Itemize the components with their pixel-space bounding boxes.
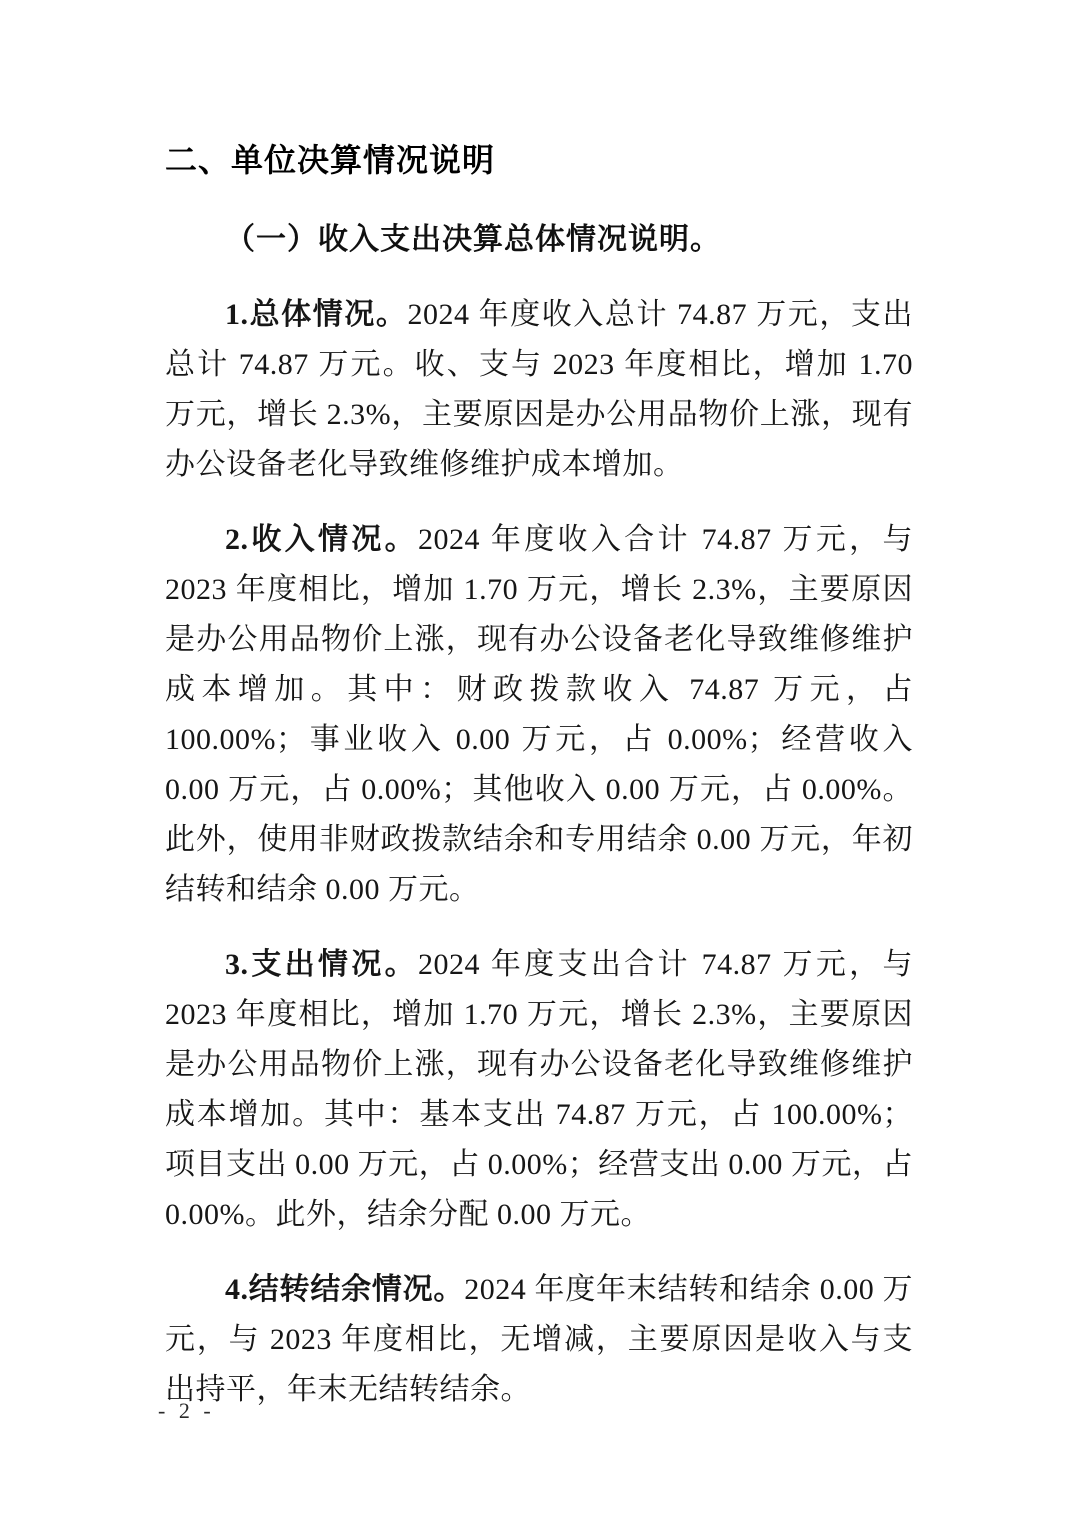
paragraph-text: 2024 年度收入总计 74.87 万元，支出总计 74.87 万元。收、支与 2023 年度相比，增加 1.70 万元，增长 2.3%，主要原因是办公用品物价上涨，现有办公设备老化导致维修维护成本增加。 — [165, 298, 914, 481]
subsection-heading: （一）收入支出决算总体情况说明。 — [225, 223, 721, 256]
paragraph-text: 2024 年度支出合计 74.87 万元，与 2023 年度相比，增加 1.70 万元，增长 2.3%，主要原因是办公用品物价上涨，现有办公设备老化导致维修维护成本增加。其中：基本支出 74.87 万元，占 100.00%；项目支出 0.00 万元，占 0.00%；经营支出 0.00 万元，占 0.00%。此外，结余分配 0.00 万元。 — [165, 948, 913, 1231]
paragraph-expenditure-situation — [165, 940, 913, 1240]
paragraph-text: 2024 年度收入合计 74.87 万元，与 2023 年度相比，增加 1.70 万元，增长 2.3%，主要原因是办公用品物价上涨，现有办公设备老化导致维修维护成本增加。其中：财政拨款收入 74.87 万元，占 100.00%；事业收入 0.00 万元，占 0.00%；经营收入 0.00 万元，占 0.00%；其他收入 0.00 万元，占 0.00%。此外，使用非财政拨款结余和专用结余 0.00 万元，年初结转和结余 0.00 万元。 — [165, 523, 913, 906]
paragraph-label: 1.总体情况。 — [225, 298, 408, 331]
paragraph-income-situation — [165, 515, 913, 915]
paragraph-label: 3.支出情况。 — [225, 948, 418, 981]
page-number: - 2 - — [158, 1398, 215, 1423]
paragraph-text: 2024 年度年末结转和结余 0.00 万元，与 2023 年度相比，无增减，主要原因是收入与支出持平，年末无结转结余。 — [165, 1273, 914, 1406]
paragraph-label: 2.收入情况。 — [225, 523, 418, 556]
page-content — [165, 140, 913, 1415]
paragraph-carryover-situation — [165, 1265, 913, 1415]
paragraph-label: 4.结转结余情况。 — [225, 1273, 465, 1306]
paragraph-overall-situation — [165, 290, 913, 490]
section-heading: 二、单位决算情况说明 — [165, 142, 496, 178]
